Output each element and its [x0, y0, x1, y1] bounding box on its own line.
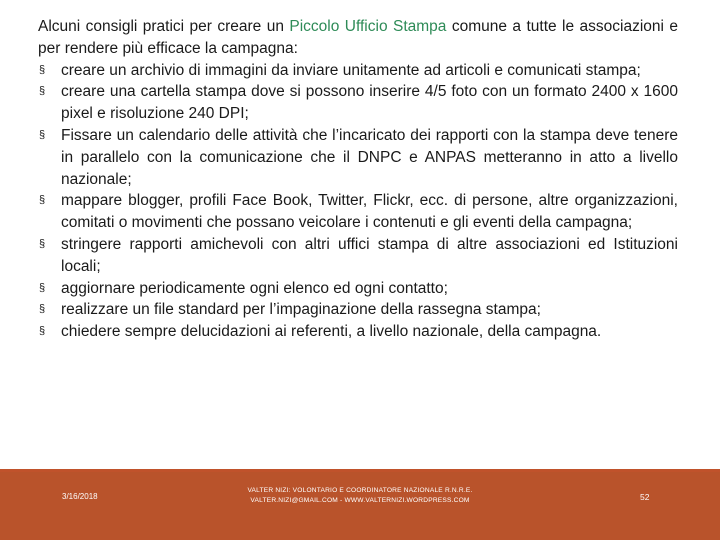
slide-content	[38, 16, 678, 343]
bullet-marker-icon: §	[39, 194, 46, 207]
bullet-marker-icon: §	[39, 63, 46, 76]
intro-highlight: Piccolo Ufficio Stampa	[289, 18, 447, 35]
list-item-text: creare un archivio di immagini da inviare unitamente ad articoli e comunicati stampa;	[61, 61, 641, 79]
bullet-marker-icon: §	[39, 325, 46, 338]
list-item	[38, 125, 678, 190]
slide-footer	[0, 472, 720, 540]
footer-contact-line: VALTER.NIZI@GMAIL.COM - WWW.VALTERNIZI.WORDPRESS.COM	[250, 497, 470, 504]
bullet-marker-icon: §	[39, 85, 46, 98]
list-item	[38, 278, 678, 300]
intro-text-start: Alcuni consigli pratici per creare un	[38, 18, 290, 35]
bullet-marker-icon: §	[39, 303, 46, 316]
list-item-text: chiedere sempre delucidazioni ai referenti, a livello nazionale, della campagna.	[61, 323, 602, 341]
intro-text-end: comune a tutte le associazioni e per rendere più efficace la campagna:	[38, 18, 679, 57]
page-number: 52	[640, 492, 650, 502]
bullet-marker-icon: §	[39, 237, 46, 250]
list-item-text: realizzare un file standard per l’impaginazione della rassegna stampa;	[61, 301, 541, 319]
list-item	[38, 321, 678, 343]
bullet-marker-icon: §	[39, 128, 46, 141]
list-item	[38, 234, 678, 278]
footer-date: 3/16/2018	[62, 492, 98, 501]
list-item	[38, 60, 678, 82]
list-item-text: aggiornare periodicamente ogni elenco ed ogni contatto;	[61, 279, 448, 297]
list-item-text: creare una cartella stampa dove si possono inserire 4/5 foto con un formato 2400 x 1600 pixel e risoluzione 240 DPI;	[61, 83, 678, 123]
footer-author-info	[210, 486, 510, 506]
list-item	[38, 81, 678, 125]
list-item	[38, 190, 678, 234]
intro-paragraph	[38, 16, 678, 60]
bullet-list	[38, 60, 678, 343]
bullet-marker-icon: §	[39, 281, 46, 294]
list-item-text: Fissare un calendario delle attività che l’incaricato dei rapporti con la stampa deve tenere in parallelo con la comunicazione che il DNPC e ANPAS metteranno in atto a livello nazionale;	[61, 126, 678, 188]
list-item-text: stringere rapporti amichevoli con altri uffici stampa di altre associazioni ed Istituzioni locali;	[61, 235, 678, 275]
list-item	[38, 299, 678, 321]
footer-author-line: VALTER NIZI: VOLONTARIO E COORDINATORE NAZIONALE R.N.R.E.	[247, 487, 473, 494]
list-item-text: mappare blogger, profili Face Book, Twitter, Flickr, ecc. di persone, altre organizzazioni, comitati o movimenti che possano veicolare i contenuti e gli eventi della campagna;	[61, 192, 678, 232]
